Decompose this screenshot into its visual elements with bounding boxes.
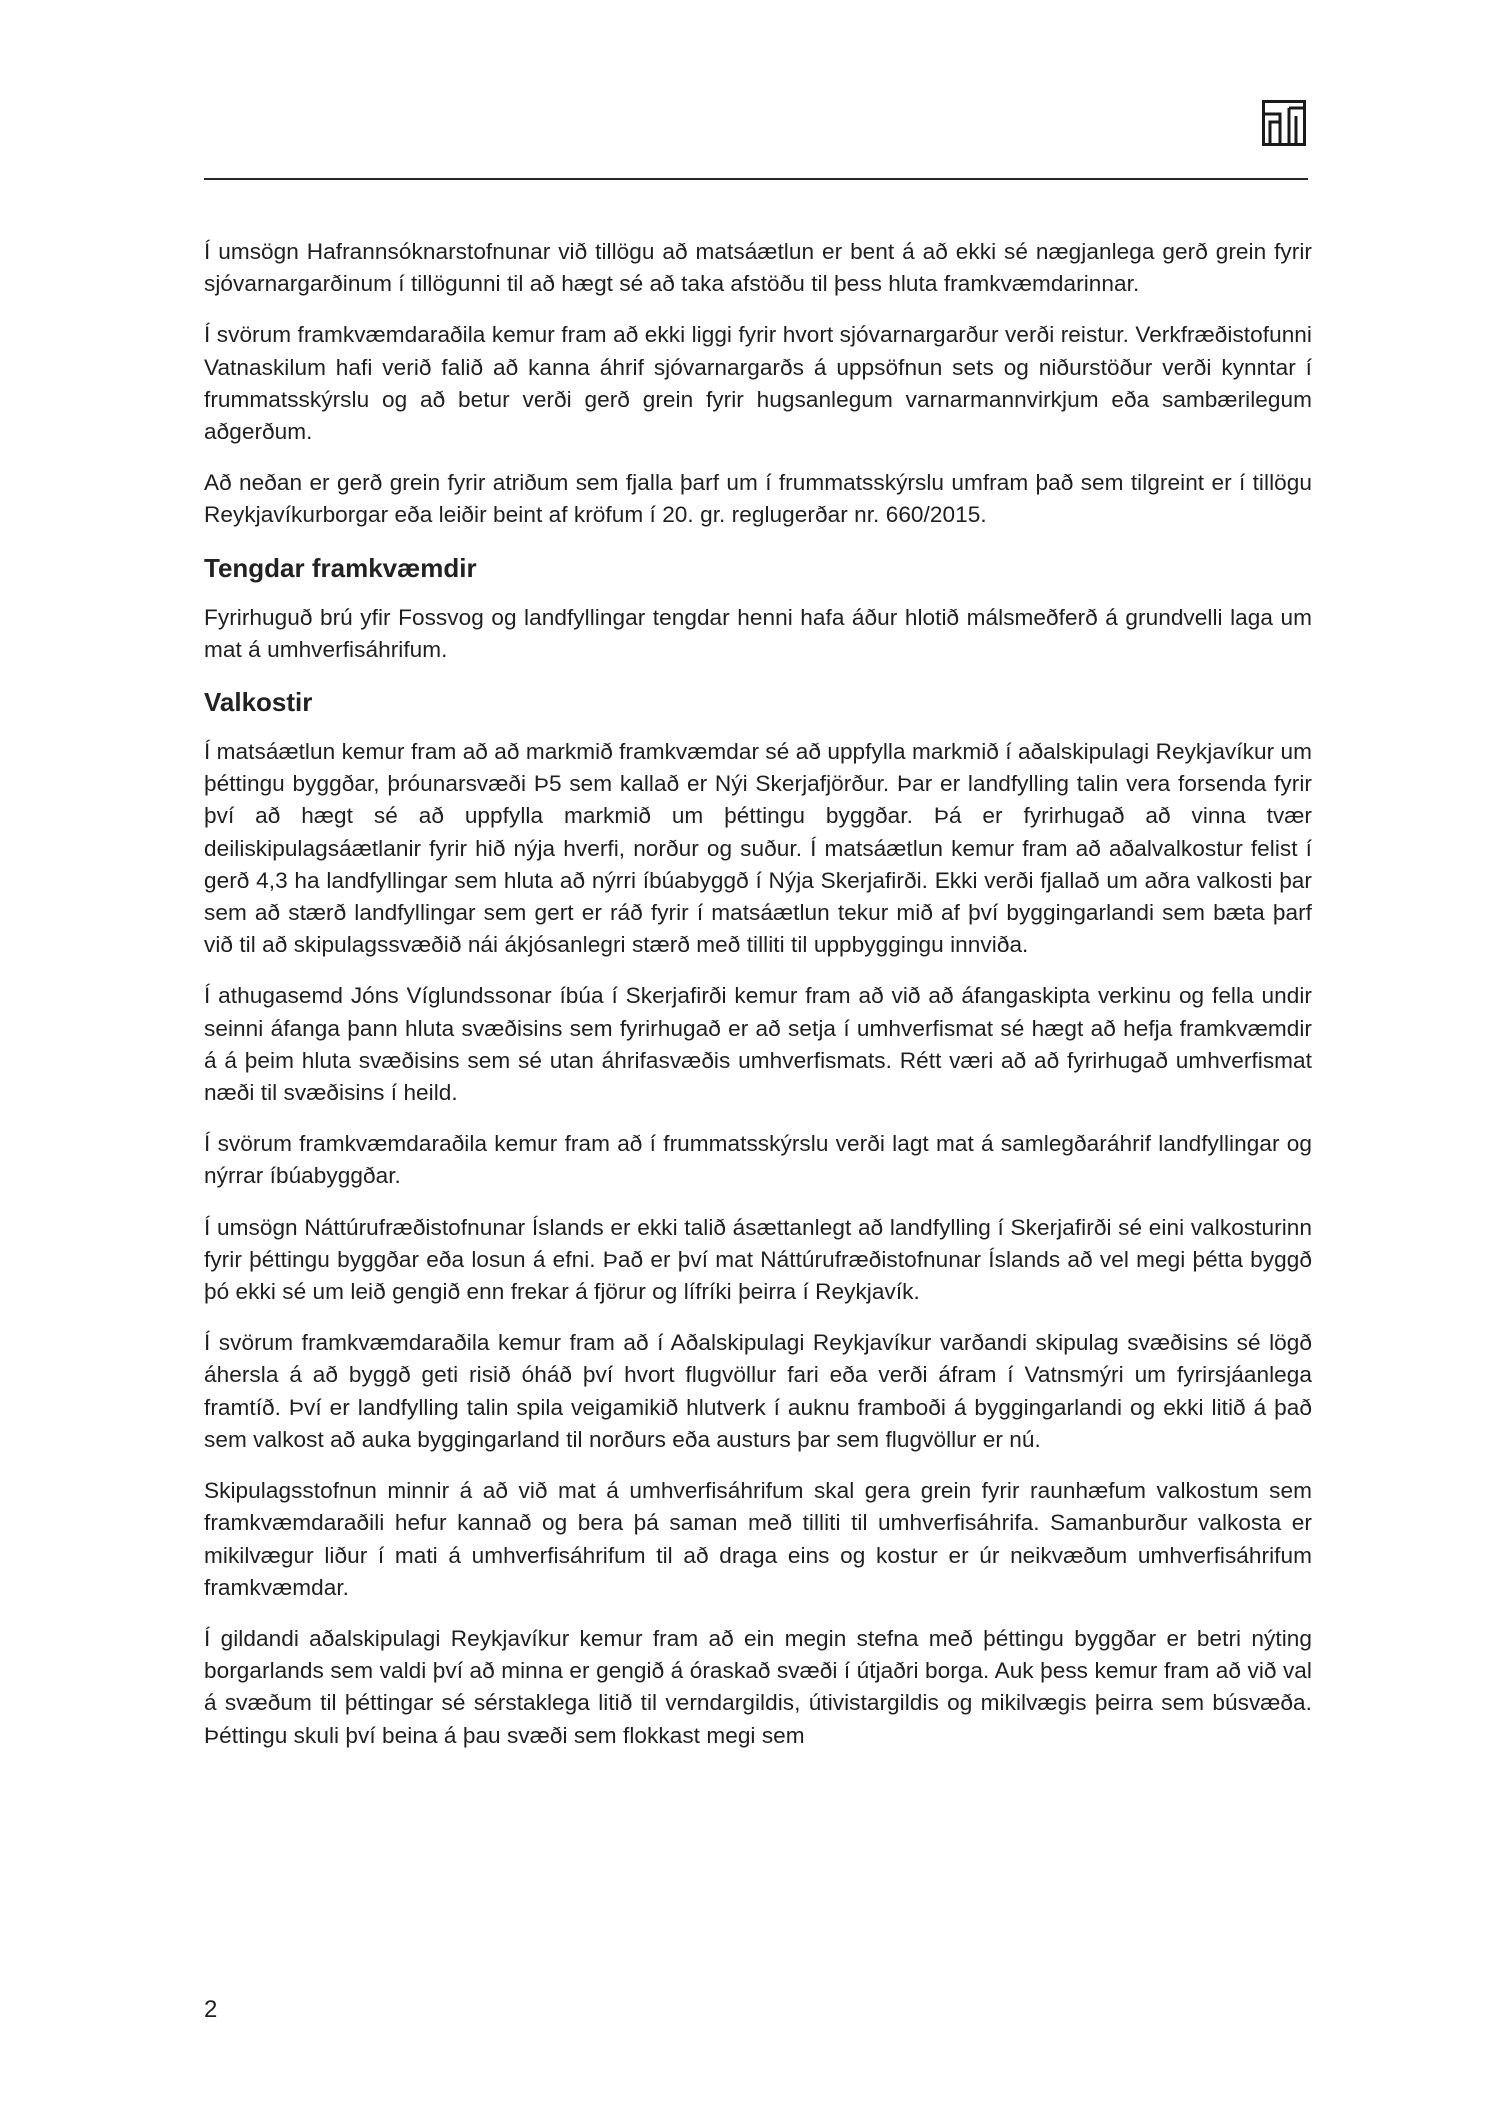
paragraph: Að neðan er gerð grein fyrir atriðum sem fjalla þarf um í frummatsskýrslu umfram það sem tilgreint er í tillögu Reykjavíkurborgar eða leiðir beint af kröfum í 20. gr. reglugerðar nr. 660/2015.	[204, 470, 1312, 528]
paragraph: Fyrirhuguð brú yfir Fossvog og landfyllingar tengdar henni hafa áður hlotið málsmeðferð á grundvelli laga um mat á umhverfisáhrifum.	[204, 604, 1312, 662]
section-heading-related-projects: Tengdar framkvæmdir	[204, 552, 477, 583]
paragraph: Í svörum framkvæmdaraðila kemur fram að í frummatsskýrslu verði lagt mat á samlegðaráhrif landfyllingar og nýrrar íbúabyggðar.	[204, 1131, 1312, 1189]
document-body	[204, 236, 1312, 1771]
paragraph: Í umsögn Náttúrufræðistofnunar Íslands er ekki talið ásættanlegt að landfylling í Skerjafirði sé eini valkosturinn fyrir þéttingu byggðar eða losun á efni. Það er því mat Náttúrufræðistofnunar Íslands að vel megi þétta byggð þó ekki sé um leið gengið enn frekar á fjörur og lífríki þeirra í Reykjavík.	[204, 1214, 1312, 1305]
header-divider	[204, 178, 1308, 180]
paragraph: Í umsögn Hafrannsóknarstofnunar við tillögu að matsáætlun er bent á að ekki sé nægjanlega gerð grein fyrir sjóvarnargarðinum í tillögunni til að hægt sé að taka afstöðu til þess hluta framkvæmdarinnar.	[204, 239, 1312, 297]
paragraph: Í svörum framkvæmdaraðila kemur fram að ekki liggi fyrir hvort sjóvarnargarður verði reistur. Verkfræðistofunni Vatnaskilum hafi verið falið að kanna áhrif sjóvarnargarðs á uppsöfnun sets og niðurstöður verði kynntar í frummatsskýrslu og að betur verði gerð grein fyrir hugsanlegum varnarmannvirkjum eða sambærilegum aðgerðum.	[204, 322, 1312, 445]
paragraph: Í athugasemd Jóns Víglundssonar íbúa í Skerjafirði kemur fram að við að áfangaskipta verkinu og fella undir seinni áfanga þann hluta svæðisins sem fyrirhugað er að setja í umhverfismat sé hægt að hefja framkvæmdir á á þeim hluta svæðisins sem sé utan áhrifasvæðis umhverfismats. Rétt væri að að fyrirhugað umhverfismat næði til svæðisins í heild.	[204, 983, 1312, 1106]
agency-logo-icon	[1262, 100, 1306, 146]
page-number: 2	[204, 1996, 218, 2023]
paragraph: Skipulagsstofnun minnir á að við mat á umhverfisáhrifum skal gera grein fyrir raunhæfum valkostum sem framkvæmdaraðili hefur kannað og bera þá saman með tilliti til umhverfisáhrifa. Samanburður valkosta er mikilvægur liður í mati á umhverfisáhrifum til að draga eins og kostur er úr neikvæðum umhverfisáhrifum framkvæmdar.	[204, 1478, 1312, 1600]
paragraph: Í matsáætlun kemur fram að að markmið framkvæmdar sé að uppfylla markmið í aðalskipulagi Reykjavíkur um þéttingu byggðar, þróunarsvæði Þ5 sem kallað er Nýi Skerjafjörður. Þar er landfylling talin vera forsenda fyrir því að hægt sé að uppfylla markmið um þéttingu byggðar. Þá er fyrirhugað að vinna tvær deiliskipulagsáætlanir fyrir hið nýja hverfi, norður og suður. Í matsáætlun kemur fram að aðalvalkostur felist í gerð 4,3 ha landfyllingar sem hluta að nýrri íbúabyggð í Nýja Skerjafirði. Ekki verði fjallað um aðra valkosti þar sem að stærð landfyllingar sem gert er ráð fyrir í matsáætlun tekur mið af því byggingarlandi sem bæta þarf við til að skipulagssvæðið nái ákjósanlegri stærð með tilliti til uppbyggingu innviða.	[204, 739, 1312, 958]
paragraph: Í gildandi aðalskipulagi Reykjavíkur kemur fram að ein megin stefna með þéttingu byggðar er betri nýting borgarlands sem valdi því að minna er gengið á óraskað svæði í útjaðri borga. Auk þess kemur fram að við val á svæðum til þéttingar sé sérstaklega litið til verndargildis, útivistargildis og mikilvægis þeirra sem búsvæða. Þéttingu skuli því beina á þau svæði sem flokkast megi sem	[204, 1625, 1312, 1748]
section-heading-alternatives: Valkostir	[204, 687, 313, 718]
paragraph: Í svörum framkvæmdaraðila kemur fram að í Aðalskipulagi Reykjavíkur varðandi skipulag svæðisins sé lögð áhersla á að byggð geti risið óháð því hvort flugvöllur fari eða verði áfram í Vatnsmýri um fyrirsjáanlega framtíð. Því er landfylling talin spila veigamikið hlutverk í auknu framboði á byggingarlandi og ekki litið á það sem valkost að auka byggingarland til norðurs eða austurs þar sem flugvöllur er nú.	[204, 1330, 1312, 1452]
